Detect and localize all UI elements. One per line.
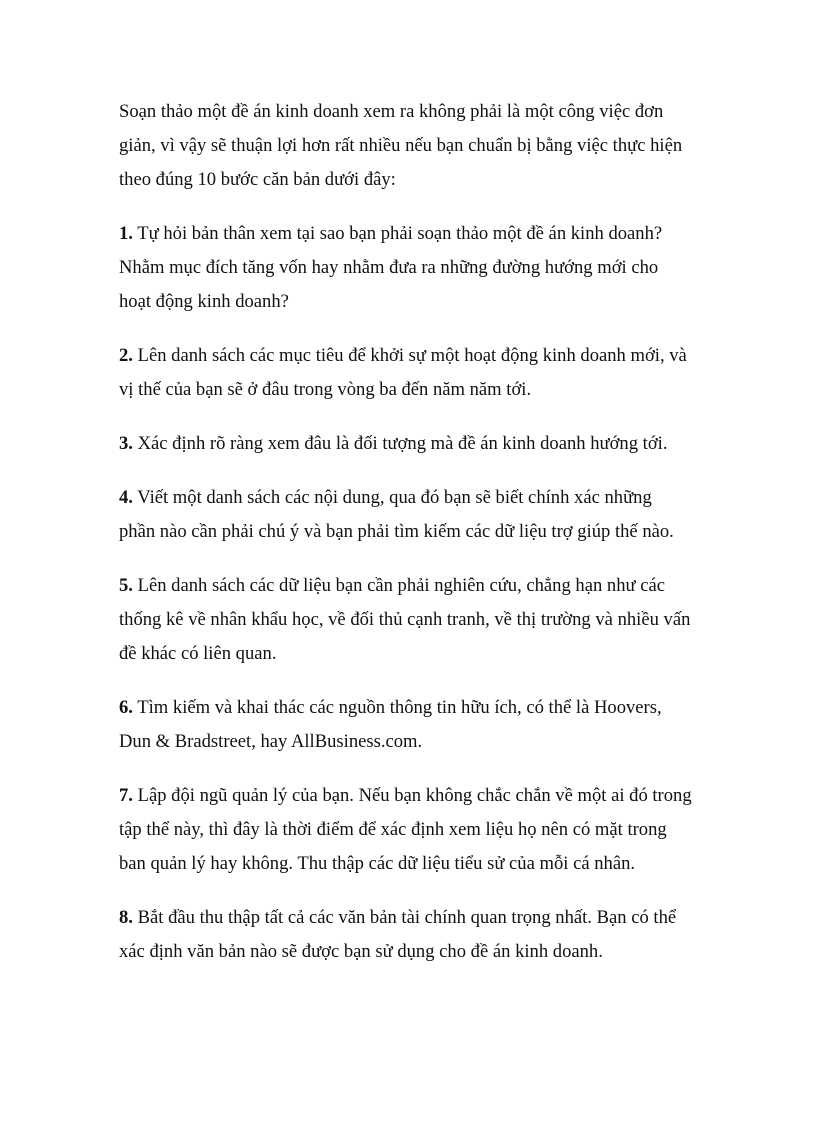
step-line (119, 217, 709, 251)
step-number: 1. (119, 223, 133, 244)
step-7-paragraph (119, 779, 709, 881)
intro-line: Soạn thảo một đề án kinh doanh xem ra không phải là một công việc đơn (119, 101, 664, 122)
step-number: 5. (119, 575, 133, 596)
step-line (119, 901, 709, 935)
step-line (119, 569, 709, 603)
step-line: đề khác có liên quan. (119, 643, 277, 664)
step-number: 8. (119, 907, 133, 928)
step-1-paragraph (119, 217, 709, 319)
step-text: Tìm kiếm và khai thác các nguồn thông tin hữu ích, có thể là Hoovers, (132, 697, 662, 718)
step-line (119, 339, 709, 373)
step-8-paragraph (119, 901, 709, 969)
step-line (119, 779, 709, 813)
step-number: 3. (119, 433, 133, 454)
step-line (119, 481, 709, 515)
step-line: phần nào cần phải chú ý và bạn phải tìm kiếm các dữ liệu trợ giúp thế nào. (119, 521, 674, 542)
step-number: 2. (119, 345, 133, 366)
step-6-paragraph (119, 691, 709, 759)
step-text: Lên danh sách các dữ liệu bạn cần phải nghiên cứu, chẳng hạn như các (132, 575, 665, 596)
step-line: xác định văn bản nào sẽ được bạn sử dụng cho đề án kinh doanh. (119, 941, 603, 962)
intro-paragraph (119, 95, 709, 197)
step-2-paragraph (119, 339, 709, 407)
step-text: Tự hỏi bản thân xem tại sao bạn phải soạn thảo một đề án kinh doanh? (132, 223, 663, 244)
intro-line: giản, vì vậy sẽ thuận lợi hơn rất nhiều nếu bạn chuẩn bị bằng việc thực hiện (119, 135, 683, 156)
step-text: Xác định rõ ràng xem đâu là đối tượng mà đề án kinh doanh hướng tới. (132, 433, 668, 454)
step-number: 6. (119, 697, 133, 718)
step-line (119, 427, 709, 461)
step-3-paragraph (119, 427, 709, 461)
step-line: vị thế của bạn sẽ ở đâu trong vòng ba đến năm năm tới. (119, 379, 532, 400)
step-text: Viết một danh sách các nội dung, qua đó bạn sẽ biết chính xác những (132, 487, 652, 508)
step-number: 4. (119, 487, 133, 508)
step-text: Lên danh sách các mục tiêu để khởi sự một hoạt động kinh doanh mới, và (132, 345, 687, 366)
step-line: tập thể này, thì đây là thời điểm để xác định xem liệu họ nên có mặt trong (119, 819, 667, 840)
step-number: 7. (119, 785, 133, 806)
document-body (119, 95, 709, 989)
step-line: Dun & Bradstreet, hay AllBusiness.com. (119, 731, 423, 752)
step-text: Lập đội ngũ quản lý của bạn. Nếu bạn không chắc chắn về một ai đó trong (132, 785, 692, 806)
step-line (119, 691, 709, 725)
step-text: Bắt đầu thu thập tất cả các văn bản tài chính quan trọng nhất. Bạn có thể (132, 907, 677, 928)
step-line: thống kê về nhân khẩu học, về đối thủ cạnh tranh, về thị trường và nhiều vấn (119, 609, 691, 630)
step-line: Nhằm mục đích tăng vốn hay nhằm đưa ra những đường hướng mới cho (119, 257, 659, 278)
step-line: ban quản lý hay không. Thu thập các dữ liệu tiểu sử của mỗi cá nhân. (119, 853, 636, 874)
step-line: hoạt động kinh doanh? (119, 291, 289, 312)
step-4-paragraph (119, 481, 709, 549)
step-5-paragraph (119, 569, 709, 671)
intro-line: theo đúng 10 bước căn bản dưới đây: (119, 169, 396, 190)
